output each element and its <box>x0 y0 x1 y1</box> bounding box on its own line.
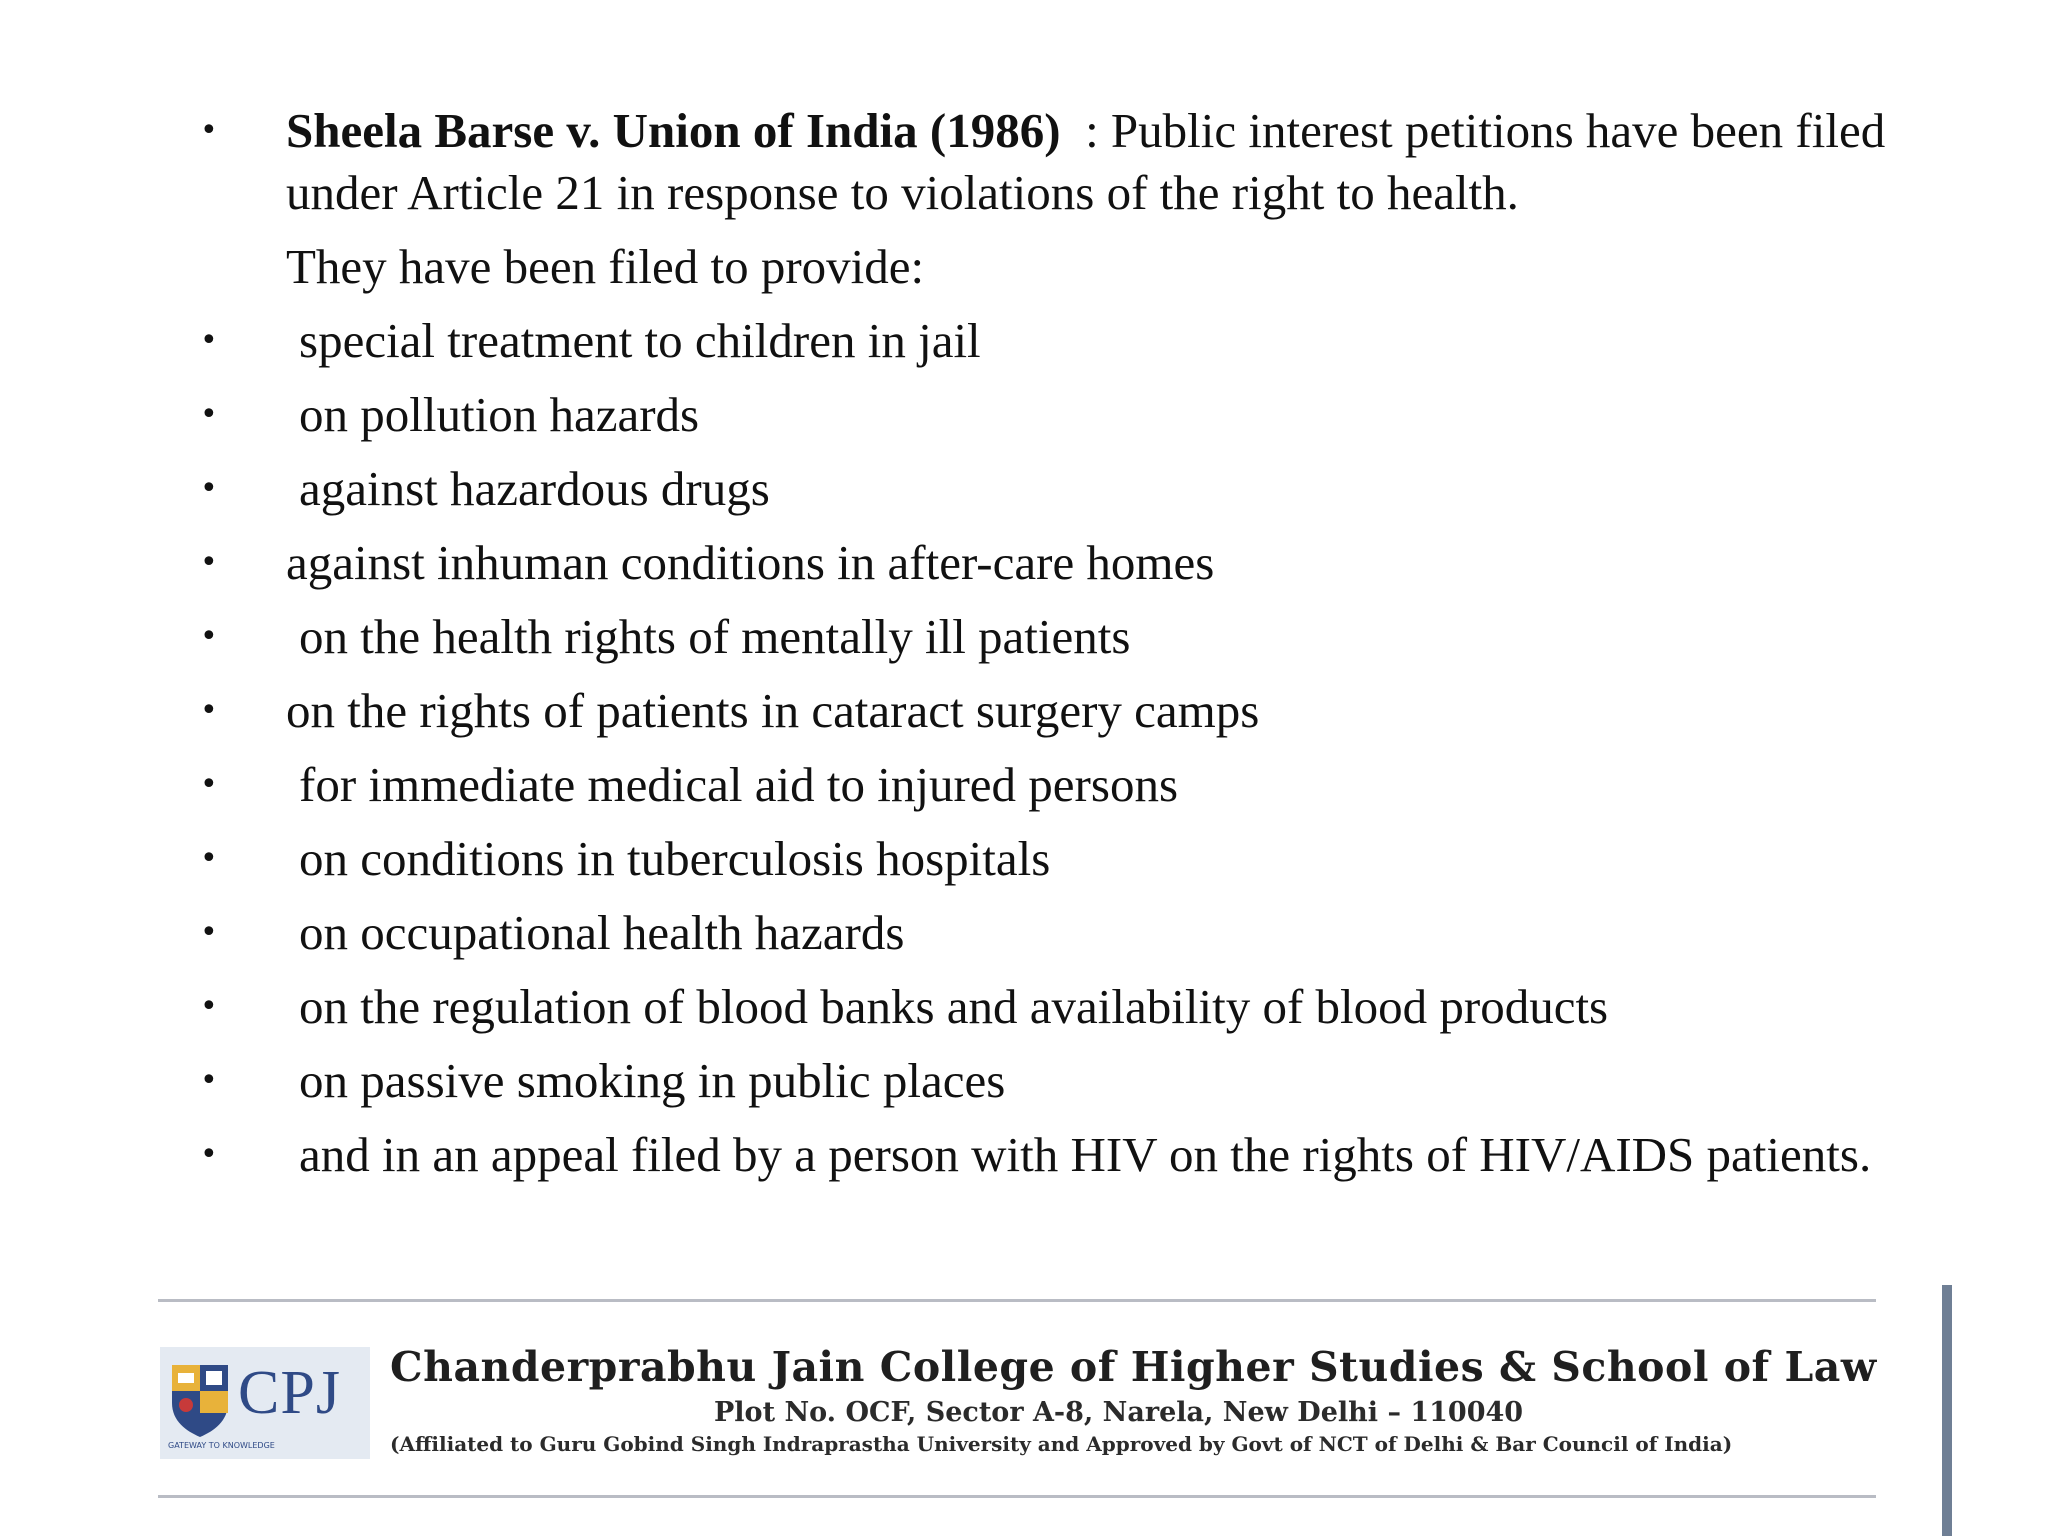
college-name: Chanderprabhu Jain College of Higher Studies & School of Law <box>390 1343 1877 1391</box>
bullet-icon: • <box>200 397 218 432</box>
list-item-text: on the rights of patients in cataract surgery camps <box>286 683 1260 738</box>
list-item-text: on occupational health hazards <box>299 905 905 960</box>
list-item <box>200 976 1920 1038</box>
college-logo <box>160 1347 370 1459</box>
list-item <box>200 1050 1920 1112</box>
list-item <box>200 384 1920 446</box>
bullet-icon: • <box>200 323 218 358</box>
list-item-text: on the regulation of blood banks and availability of blood products <box>299 979 1609 1034</box>
list-item-text: against inhuman conditions in after-care homes <box>286 535 1215 590</box>
shield-icon <box>168 1361 232 1439</box>
bullet-icon: • <box>200 113 218 148</box>
case-name: Sheela Barse v. Union of India (1986) <box>286 103 1061 158</box>
list-item <box>200 902 1920 964</box>
list-item-text: on the health rights of mentally ill patients <box>299 609 1131 664</box>
footer-top-rule <box>158 1299 1876 1302</box>
logo-tagline: GATEWAY TO KNOWLEDGE <box>168 1441 275 1450</box>
list-item <box>200 458 1920 520</box>
college-affiliation: (Affiliated to Guru Gobind Singh Indraprastha University and Approved by Govt of NCT of Delhi & Bar Council of India) <box>390 1432 1733 1456</box>
sub-heading: They have been filed to provide: <box>286 239 925 294</box>
bullet-icon: • <box>200 619 218 654</box>
lead-bullet <box>200 100 1920 224</box>
list-item-text: special treatment to children in jail <box>299 313 981 368</box>
bullet-icon: • <box>200 989 218 1024</box>
footer-side-bar <box>1942 1285 1952 1536</box>
list-item <box>200 606 1920 668</box>
list-item <box>200 532 1920 594</box>
list-item <box>200 1124 1920 1186</box>
list-item-text: on conditions in tuberculosis hospitals <box>299 831 1051 886</box>
list-item-text: and in an appeal filed by a person with HIV on the rights of HIV/AIDS patients. <box>299 1127 1872 1182</box>
logo-text: CPJ <box>238 1359 341 1427</box>
list-item <box>200 828 1920 890</box>
bullet-icon: • <box>200 915 218 950</box>
list-item <box>200 754 1920 816</box>
list-item <box>200 310 1920 372</box>
lead-text: : Public interest petitions have been filed under Article 21 in response to violations of the right to health. <box>286 103 1886 220</box>
bullet-icon: • <box>200 545 218 580</box>
bullet-icon: • <box>200 767 218 802</box>
footer-bottom-rule <box>158 1495 1876 1498</box>
petition-list <box>200 310 1920 1186</box>
college-footer-banner <box>158 1285 1888 1507</box>
list-item <box>200 680 1920 742</box>
bullet-icon: • <box>200 1137 218 1172</box>
bullet-icon: • <box>200 841 218 876</box>
bullet-icon: • <box>200 1063 218 1098</box>
slide-body <box>200 100 1920 1198</box>
list-item-text: on passive smoking in public places <box>299 1053 1006 1108</box>
list-item-text: on pollution hazards <box>299 387 700 442</box>
bullet-icon: • <box>200 471 218 506</box>
college-address: Plot No. OCF, Sector A-8, Narela, New Delhi – 110040 <box>714 1397 1524 1428</box>
bullet-icon: • <box>200 693 218 728</box>
list-item-text: against hazardous drugs <box>299 461 770 516</box>
list-item-text: for immediate medical aid to injured persons <box>299 757 1179 812</box>
